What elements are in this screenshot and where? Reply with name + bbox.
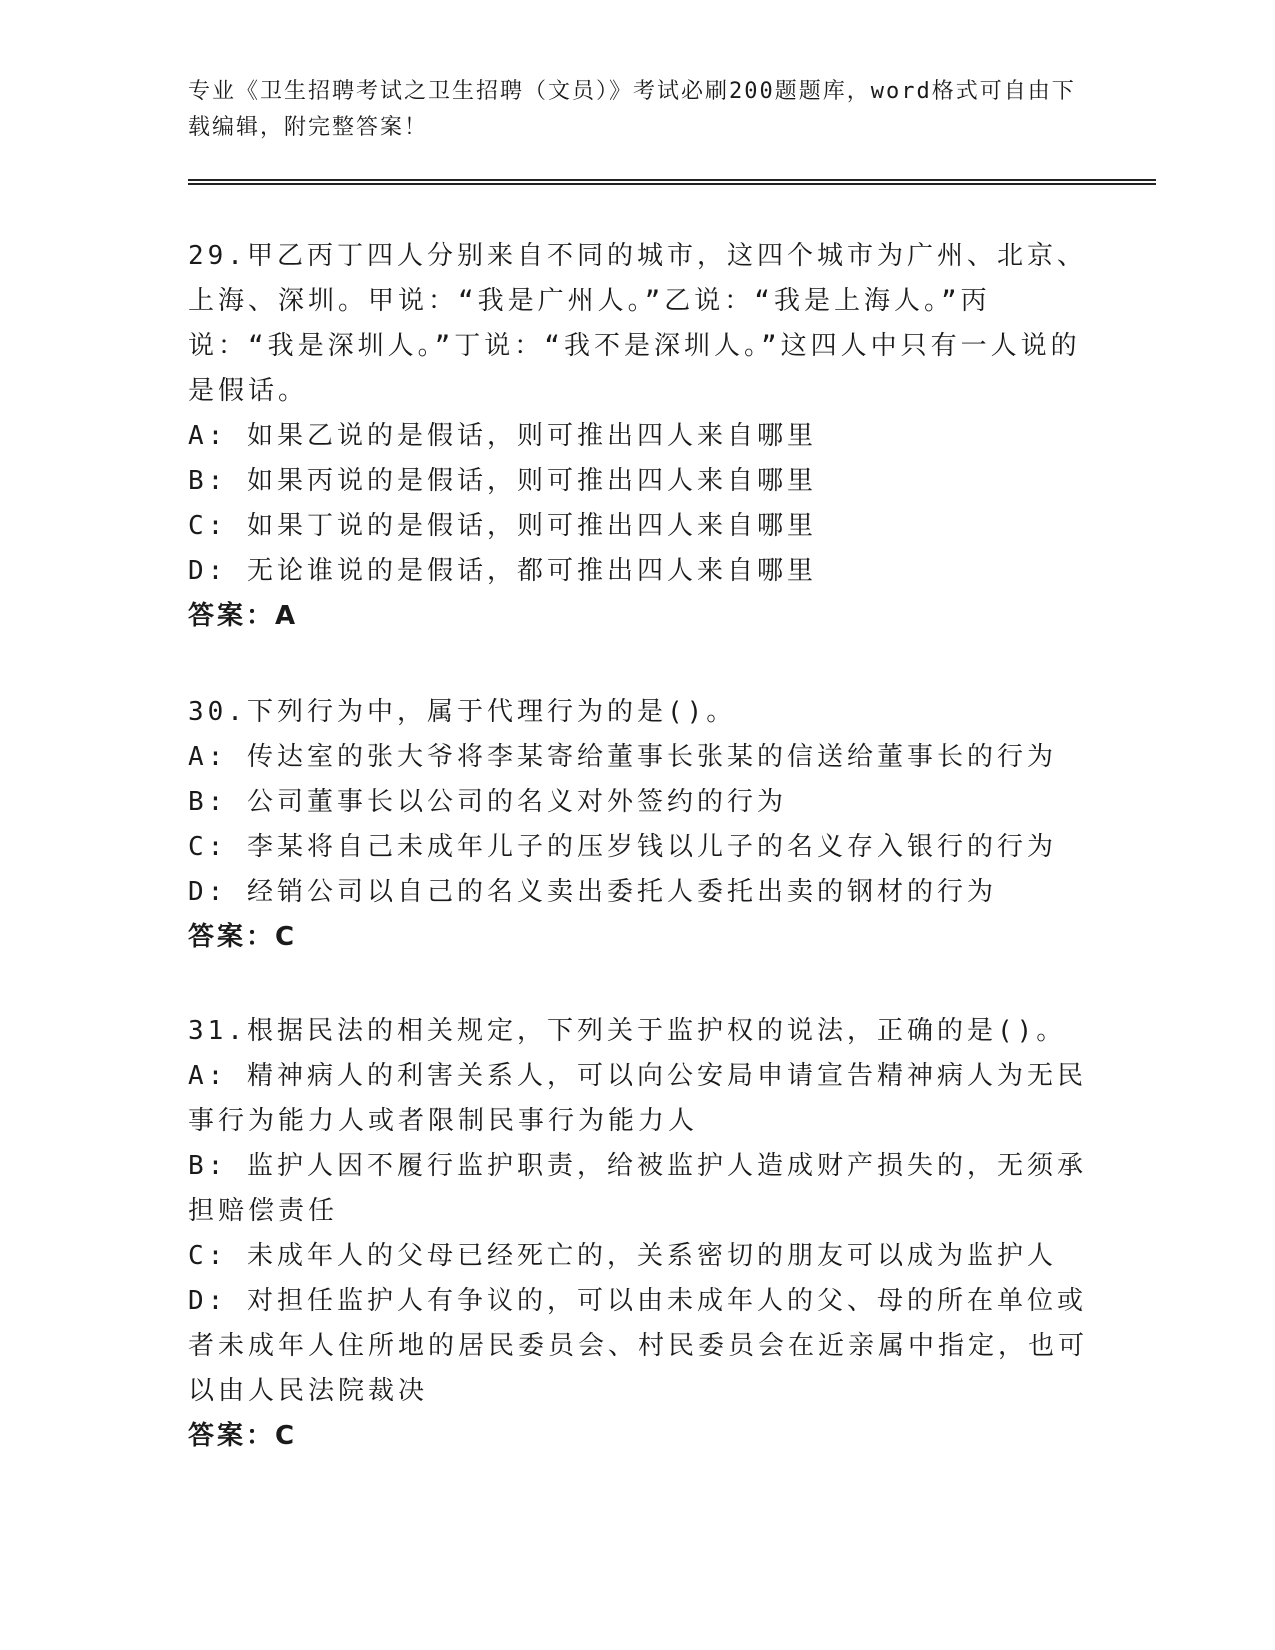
option-d: D: 经销公司以自己的名义卖出委托人委托出卖的钢材的行为: [188, 877, 997, 907]
header-divider-top: [188, 179, 1156, 181]
option-c: C: 李某将自己未成年儿子的压岁钱以儿子的名义存入银行的行为: [188, 832, 1057, 862]
header-divider-bottom: [188, 183, 1156, 185]
option-b: B: 监护人因不履行监护职责，给被监护人造成财产损失的，无须承担赔偿责任: [188, 1151, 1087, 1226]
answer: 答案：C: [188, 922, 298, 952]
option-b: B: 如果丙说的是假话，则可推出四人来自哪里: [188, 466, 817, 496]
document-header: 专业《卫生招聘考试之卫生招聘（文员）》考试必刷200题题库，word格式可自由下载编辑，附完整答案！: [188, 79, 1076, 140]
option-a: A: 传达室的张大爷将李某寄给董事长张某的信送给董事长的行为: [188, 742, 1057, 772]
question-29: [188, 234, 1088, 639]
question-31: [188, 1009, 1088, 1459]
option-d: D: 对担任监护人有争议的，可以由未成年人的父、母的所在单位或者未成年人住所地的居民委员会、村民委员会在近亲属中指定，也可以由人民法院裁决: [188, 1286, 1089, 1406]
option-c: C: 未成年人的父母已经死亡的，关系密切的朋友可以成为监护人: [188, 1241, 1057, 1271]
option-d: D: 无论谁说的是假话，都可推出四人来自哪里: [188, 556, 817, 586]
option-a: A: 如果乙说的是假话，则可推出四人来自哪里: [188, 421, 817, 451]
answer: 答案：C: [188, 1421, 298, 1451]
option-c: C: 如果丁说的是假话，则可推出四人来自哪里: [188, 511, 817, 541]
question-stem: 29.甲乙丙丁四人分别来自不同的城市，这四个城市为广州、北京、上海、深圳。甲说：“我是广州人。”乙说：“我是上海人。”丙说：“我是深圳人。”丁说：“我不是深圳人。”这四人中只有一人说的是假话。: [188, 241, 1087, 406]
question-stem: 30.下列行为中，属于代理行为的是()。: [188, 697, 737, 727]
answer: 答案：A: [188, 601, 299, 631]
question-stem: 31.根据民法的相关规定，下列关于监护权的说法，正确的是()。: [188, 1016, 1067, 1046]
option-b: B: 公司董事长以公司的名义对外签约的行为: [188, 787, 787, 817]
option-a: A: 精神病人的利害关系人，可以向公安局申请宣告精神病人为无民事行为能力人或者限制民事行为能力人: [188, 1061, 1087, 1136]
question-30: [188, 690, 1088, 960]
